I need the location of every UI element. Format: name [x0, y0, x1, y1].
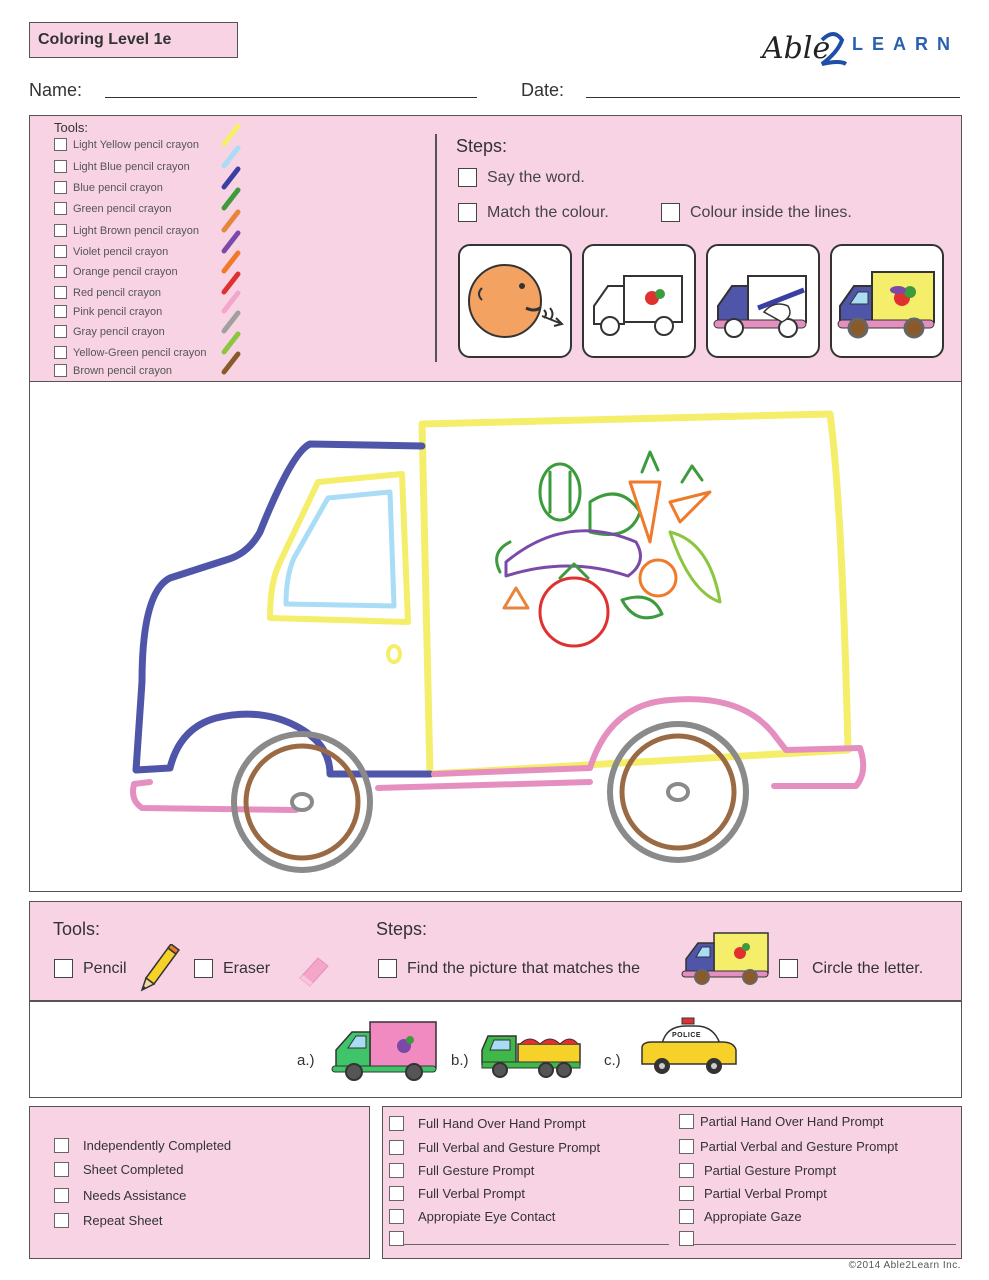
tool-label: Brown pencil crayon	[73, 364, 173, 377]
colouring-area	[29, 381, 962, 892]
tool-item[interactable]	[54, 265, 178, 278]
tool-label: Orange pencil crayon	[73, 265, 178, 278]
date-field[interactable]	[586, 97, 960, 98]
checkbox[interactable]	[54, 245, 67, 258]
light-yellow-crayon-icon	[224, 126, 238, 144]
tool-label: Blue pencil crayon	[73, 181, 163, 194]
choice-b-letter[interactable]: b.)	[451, 1052, 469, 1069]
checkbox[interactable]	[54, 181, 67, 194]
title-box	[29, 22, 238, 58]
rear-wheel-hub	[622, 736, 734, 848]
checklist-label: Sheet Completed	[83, 1162, 184, 1177]
red-crayon-icon	[224, 274, 238, 292]
step-label: Match the colour.	[487, 203, 609, 221]
checkbox[interactable]	[54, 346, 67, 359]
checklist-item[interactable]	[54, 1213, 163, 1228]
checkbox[interactable]	[679, 1163, 694, 1178]
checkbox[interactable]	[458, 203, 477, 222]
gray-crayon-icon	[224, 313, 238, 331]
prompt-item[interactable]	[389, 1163, 534, 1178]
prompt-label: Appropiate Eye Contact	[418, 1209, 556, 1224]
svg-text:Able: Able	[762, 31, 831, 66]
prompt-item[interactable]	[389, 1116, 586, 1131]
eraser-tool[interactable]	[194, 959, 270, 978]
vegetables-illustration	[497, 452, 720, 646]
prompt-label: Partial Gesture Prompt	[704, 1163, 837, 1178]
checklist-item[interactable]	[54, 1188, 186, 1203]
checkbox[interactable]	[54, 286, 67, 299]
pencil-tool[interactable]	[54, 959, 127, 978]
tools-heading: Tools:	[54, 120, 88, 135]
prompt-other-line[interactable]	[694, 1232, 956, 1245]
police-car-icon	[638, 1016, 738, 1082]
checklist-label: Needs Assistance	[83, 1188, 187, 1203]
tool-item[interactable]	[54, 305, 162, 318]
prompt-label: Full Hand Over Hand Prompt	[418, 1116, 586, 1131]
circle-letter-step[interactable]	[779, 959, 923, 978]
step-label: Say the word.	[487, 168, 585, 186]
prompt-item[interactable]	[389, 1140, 600, 1155]
checkbox[interactable]	[389, 1209, 404, 1224]
step-label: Colour inside the lines.	[690, 203, 852, 221]
prompt-item[interactable]	[389, 1209, 555, 1224]
checkbox[interactable]	[194, 959, 213, 978]
checklist-label: Independently Completed	[83, 1138, 232, 1153]
choice-a-truck-icon[interactable]	[330, 1016, 440, 1084]
eraser-label: Eraser	[223, 959, 271, 977]
matching-panel	[29, 901, 962, 1001]
checkbox[interactable]	[54, 364, 67, 377]
checkbox[interactable]	[54, 1162, 69, 1177]
step-say-word[interactable]	[458, 168, 585, 187]
steps-heading: Steps:	[456, 136, 508, 156]
step-match-colour[interactable]	[458, 203, 609, 222]
tool-label: Pink pencil crayon	[73, 305, 163, 318]
tool-item[interactable]	[54, 346, 207, 359]
prompt-checklist	[382, 1106, 962, 1259]
eraser-icon	[296, 952, 332, 988]
circle-letter-text: Circle the letter.	[812, 959, 924, 977]
lower-tools-heading: Tools:	[53, 919, 101, 939]
checklist-item[interactable]	[54, 1162, 183, 1177]
light-blue-crayon-icon	[224, 148, 238, 166]
lower-steps-heading: Steps:	[376, 919, 428, 939]
blue-crayon-icon	[224, 169, 238, 187]
prompt-item[interactable]	[679, 1114, 884, 1129]
prompt-other-item[interactable]	[679, 1231, 956, 1246]
prompt-label: Full Verbal and Gesture Prompt	[418, 1140, 601, 1155]
front-wheel-tire	[234, 734, 370, 870]
tool-item[interactable]	[54, 224, 199, 237]
checkbox[interactable]	[661, 203, 680, 222]
say-word-card	[458, 244, 572, 358]
checkbox[interactable]	[54, 305, 67, 318]
checkbox[interactable]	[779, 959, 798, 978]
tool-item[interactable]	[54, 202, 171, 215]
checkbox[interactable]	[54, 1188, 69, 1203]
tool-label: Light Yellow pencil crayon	[73, 138, 199, 151]
speaking-face-icon	[460, 246, 570, 356]
completion-checklist	[29, 1106, 370, 1259]
violet-crayon-icon	[224, 233, 238, 251]
rear-wheel-tire	[610, 724, 746, 860]
prompt-item[interactable]	[389, 1186, 525, 1201]
yellow-green-crayon-icon	[224, 334, 238, 352]
prompt-label: Full Verbal Prompt	[418, 1186, 525, 1201]
pink-crayon-icon	[224, 293, 238, 311]
name-field[interactable]	[105, 97, 477, 98]
prompt-label: Partial Verbal and Gesture Prompt	[700, 1139, 898, 1154]
colouring-truck-card	[706, 244, 820, 358]
able2learn-logo	[760, 20, 965, 70]
prompt-item[interactable]	[679, 1139, 898, 1154]
tool-item[interactable]	[54, 364, 172, 377]
tool-label: Light Blue pencil crayon	[73, 160, 190, 173]
checklist-item[interactable]	[54, 1138, 231, 1153]
crayon-icons	[220, 120, 246, 382]
coloured-truck-card	[830, 244, 944, 358]
checklist-label: Repeat Sheet	[83, 1213, 163, 1228]
prompt-other-line[interactable]	[404, 1232, 669, 1245]
checkbox[interactable]	[458, 168, 477, 187]
checkbox[interactable]	[389, 1163, 404, 1178]
prompt-label: Full Gesture Prompt	[418, 1163, 535, 1178]
checkbox[interactable]	[54, 265, 67, 278]
prompt-item[interactable]	[679, 1186, 827, 1201]
tool-label: Gray pencil crayon	[73, 325, 165, 338]
outline-truck-card	[582, 244, 696, 358]
orange-crayon-icon	[224, 253, 238, 271]
coloured-truck-icon	[832, 246, 942, 356]
checkbox[interactable]	[389, 1116, 404, 1131]
checkbox[interactable]	[389, 1186, 404, 1201]
checkbox[interactable]	[54, 160, 67, 173]
checkbox[interactable]	[54, 202, 67, 215]
checkbox[interactable]	[679, 1114, 694, 1129]
prompt-label: Partial Verbal Prompt	[704, 1186, 827, 1201]
tool-label: Green pencil crayon	[73, 202, 172, 215]
tool-label: Red pencil crayon	[73, 286, 162, 299]
prompt-label: Appropiate Gaze	[704, 1209, 802, 1224]
page-title: Coloring Level 1e	[38, 31, 172, 48]
date-label: Date:	[521, 80, 565, 100]
outline-truck-icon	[584, 246, 694, 356]
hand-colouring-truck-icon	[708, 246, 818, 356]
checkbox[interactable]	[54, 224, 67, 237]
choice-b-truck-icon[interactable]	[480, 1016, 584, 1080]
choices-area	[29, 1001, 962, 1098]
rear-wheel-center	[668, 784, 688, 800]
find-picture-step[interactable]	[378, 959, 640, 978]
police-badge-text: POLICE	[672, 1032, 702, 1039]
tool-label: Light Brown pencil crayon	[73, 224, 199, 237]
front-wheel-hub	[246, 746, 358, 858]
tool-item[interactable]	[54, 181, 163, 194]
checkbox[interactable]	[378, 959, 397, 978]
step-colour-inside[interactable]	[661, 203, 852, 222]
checkbox[interactable]	[389, 1140, 404, 1155]
tool-label: Yellow-Green pencil crayon	[73, 346, 207, 359]
name-label: Name:	[29, 80, 83, 100]
pencil-icon	[140, 944, 180, 992]
choice-a-letter[interactable]: a.)	[297, 1052, 315, 1069]
brown-crayon-icon	[224, 354, 238, 372]
checkbox[interactable]	[54, 959, 73, 978]
pencil-label: Pencil	[83, 959, 127, 977]
door-handle	[388, 646, 400, 662]
reference-truck-icon	[680, 929, 772, 989]
panel-divider	[435, 134, 437, 362]
checkbox[interactable]	[679, 1139, 694, 1154]
checkbox[interactable]	[54, 138, 67, 151]
checkbox[interactable]	[679, 1209, 694, 1224]
instruction-panel	[29, 115, 962, 382]
light-brown-crayon-icon	[224, 212, 238, 230]
prompt-item[interactable]	[679, 1163, 836, 1178]
checkbox[interactable]	[54, 1213, 69, 1228]
prompt-other-item[interactable]	[389, 1231, 669, 1246]
checkbox[interactable]	[389, 1231, 404, 1246]
tool-item[interactable]	[54, 325, 165, 338]
checkbox[interactable]	[679, 1186, 694, 1201]
checkbox[interactable]	[54, 325, 67, 338]
tool-item[interactable]	[54, 286, 161, 299]
tool-label: Violet pencil crayon	[73, 245, 169, 258]
checkbox[interactable]	[54, 1138, 69, 1153]
tool-item[interactable]	[54, 160, 190, 173]
tool-item[interactable]	[54, 245, 168, 258]
vegetable-truck-drawing	[30, 382, 960, 890]
green-crayon-icon	[224, 190, 238, 208]
prompt-item[interactable]	[679, 1209, 802, 1224]
truck-box	[422, 414, 848, 774]
copyright-text: ©2014 Able2Learn Inc.	[848, 1260, 961, 1271]
find-picture-text: Find the picture that matches the	[407, 959, 641, 977]
tool-item[interactable]	[54, 138, 199, 151]
choice-c-letter[interactable]: c.)	[604, 1052, 621, 1069]
svg-text:LEARN: LEARN	[852, 34, 959, 54]
front-wheel-center	[292, 794, 312, 810]
checkbox[interactable]	[679, 1231, 694, 1246]
choice-c-police-car[interactable]	[638, 1016, 738, 1082]
prompt-label: Partial Hand Over Hand Prompt	[700, 1114, 884, 1129]
